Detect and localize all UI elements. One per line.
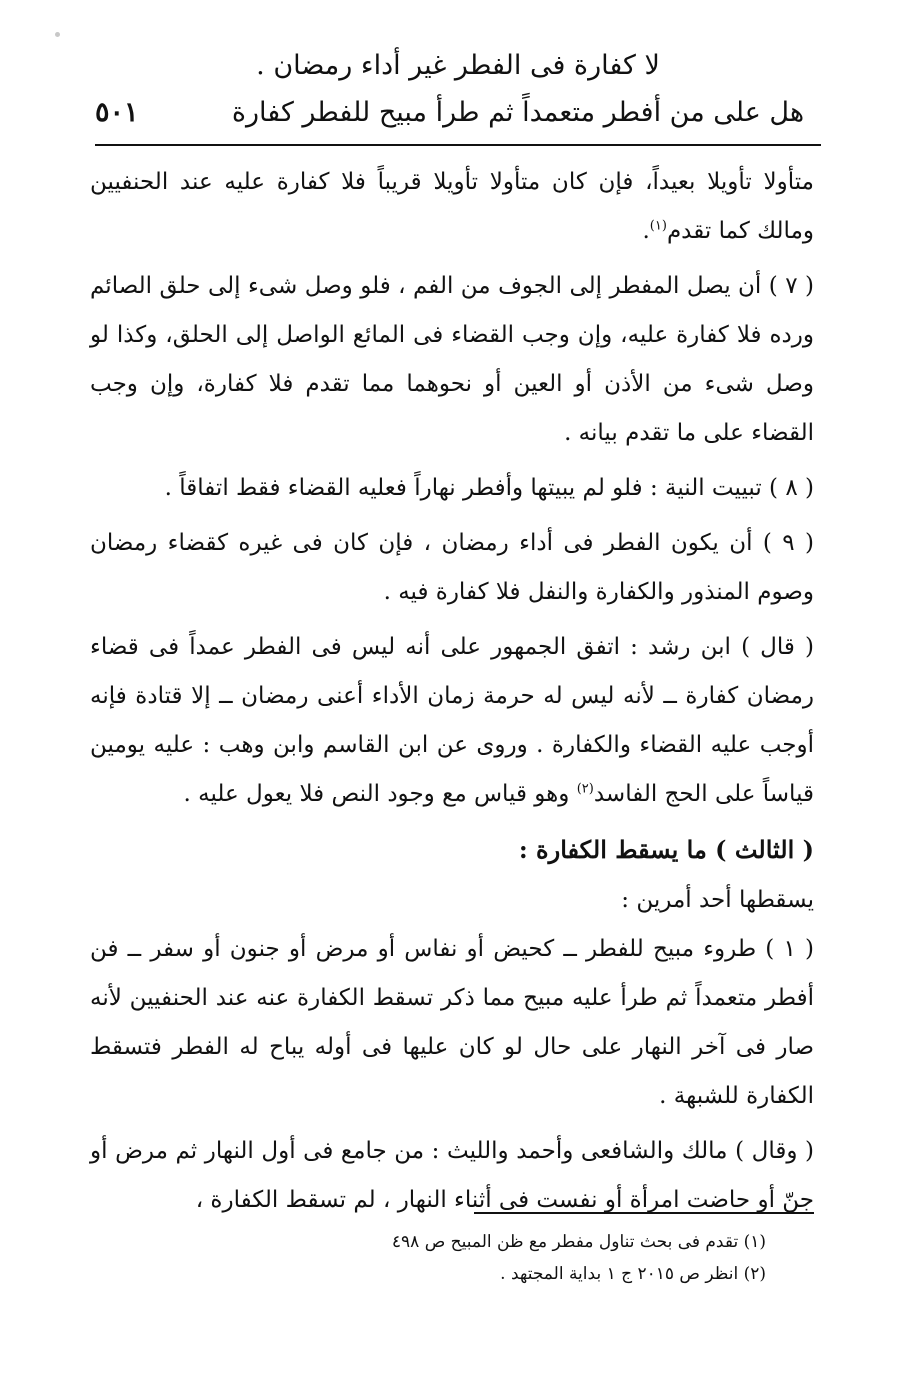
section-heading: ( الثالث ) ما يسقط الكفارة : — [518, 835, 814, 864]
footnotes — [200, 1226, 766, 1290]
running-header — [95, 44, 821, 136]
scan-speck — [55, 32, 60, 37]
paragraph-4: ( ٩ ) أن يكون الفطر فى أداء رمضان ، فإن كان فى غيره كقضاء رمضان وصوم المنذور والكفارة والنفل فلا كفارة فيه . — [90, 530, 814, 605]
header-line-2 — [95, 90, 821, 136]
footnote-2: (٢) انظر ص ٢٠١٥ ج ١ بداية المجتهد . — [500, 1264, 766, 1284]
paragraph-2: ( ٧ ) أن يصل المفطر إلى الجوف من الفم ، فلو وصل شىء إلى حلق الصائم ورده فلا كفارة عليه، وإن وجب القضاء فى المائع الواصل إلى الحلق، وكذا لو وصل شىء من الأذن أو العين أو نحوهما مما تقدم فلا كفارة، وإن وجب القضاء على ما تقدم بيانه . — [90, 273, 814, 446]
paragraph-tail: وهو قياس مع وجود النص فلا يعول عليه . — [183, 781, 577, 807]
page-number: ٥٠١ — [95, 97, 139, 128]
paragraph-7: ( وقال ) مالك والشافعى وأحمد والليث : من جامع فى أول النهار ثم مرض أو جنّ أو حاضت امرأة أو نفست فى أثناء النهار ، لم تسقط الكفارة ، — [90, 1138, 814, 1213]
footnote-ref-1: (١) — [649, 218, 667, 234]
paragraph-5 — [90, 623, 814, 819]
paragraph-tail: . — [642, 218, 650, 244]
paragraph-6: ( ١ ) طروء مبيح للفطر ــ كحيض أو نفاس أو مرض أو جنون أو سفر ــ فن أفطر متعمداً ثم طرأ عليه مبيح مما ذكر تسقط الكفارة عنه عند الحنفيين لأنه صار فى آخر النهار على حال لو كان عليها فى أوله يباح له الفطر فتسقط الكفارة للشبهة . — [90, 936, 814, 1109]
footnote-ref-2: (٢) — [576, 781, 594, 797]
section-intro: يسقطها أحد أمرين : — [621, 887, 814, 913]
paragraph-3: ( ٨ ) تبييت النية : فلو لم يبيتها وأفطر نهاراً فعليه القضاء فقط اتفاقاً . — [164, 475, 814, 501]
header-line-1: لا كفارة فى الفطر غير أداء رمضان . — [256, 50, 660, 81]
footnote-1: (١) تقدم فى بحث تناول مفطر مع ظن المبيح ص ٤٩٨ — [391, 1232, 766, 1252]
footnote-rule — [474, 1212, 814, 1214]
header-rule — [95, 144, 821, 146]
main-text — [90, 158, 814, 1231]
paragraph-text: متأولا تأويلا بعيداً، فإن كان متأولا تأويلا قريباً فلا كفارة عليه عند الحنفيين ومالك كما تقدم — [90, 169, 814, 244]
header-title: هل على من أفطر متعمداً ثم طرأ مبيح للفطر كفارة — [231, 97, 805, 128]
paragraph-1 — [90, 158, 814, 256]
paragraph-text: ( قال ) ابن رشد : اتفق الجمهور على أنه ليس فى الفطر عمداً فى قضاء رمضان كفارة ــ لأنه ليس له حرمة زمان الأداء أعنى رمضان ــ إلا قتادة فإنه أوجب عليه القضاء والكفارة . وروى عن ابن القاسم وابن وهب : عليه يومين قياساً على الحج الفاسد — [90, 634, 814, 807]
